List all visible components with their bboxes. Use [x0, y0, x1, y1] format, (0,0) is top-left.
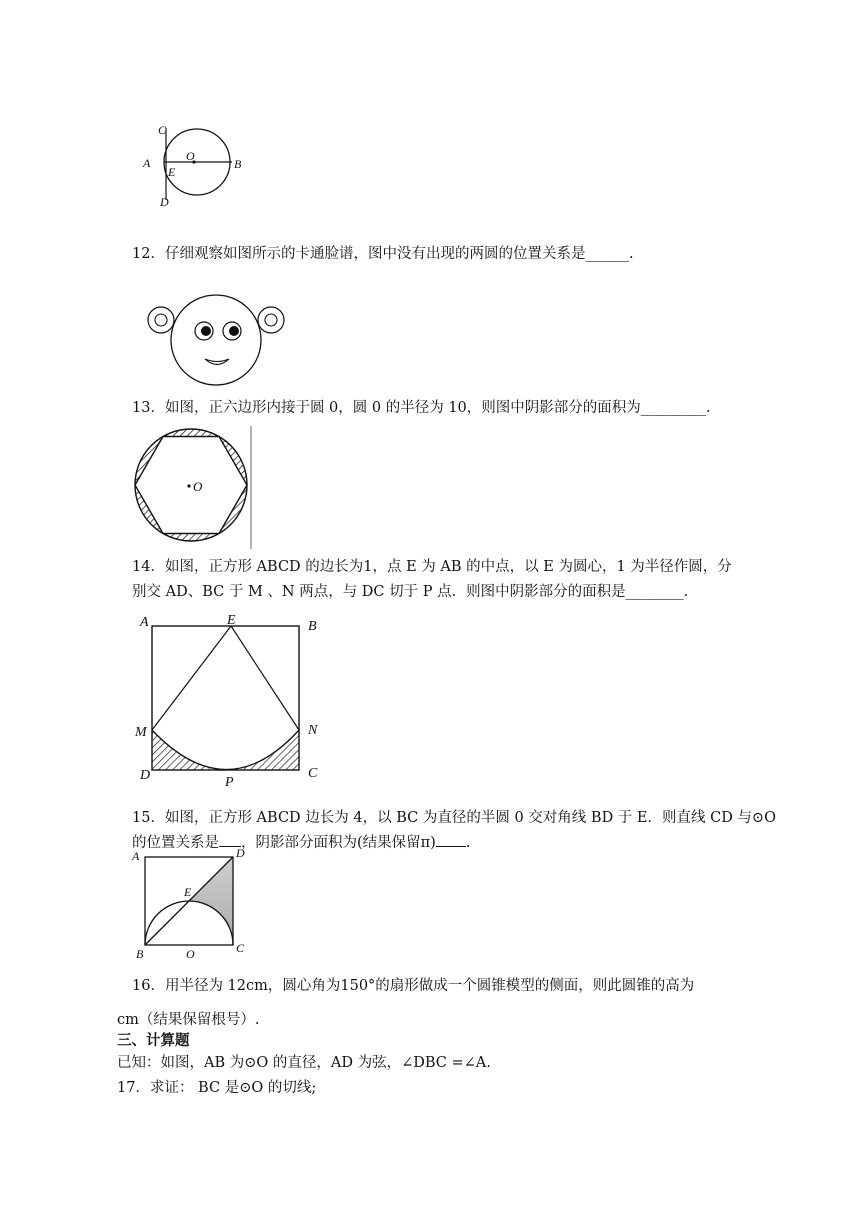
fig11-label-o: O — [186, 149, 195, 163]
fig-q14-square-sector-diagram — [132, 612, 332, 790]
q15-blank-area — [436, 832, 466, 847]
fig11-label-c: C — [158, 123, 167, 137]
fig13-label-o: O — [193, 479, 203, 494]
fig-q13-hexagon-diagram — [130, 422, 260, 550]
q15-text-part-c: . — [465, 835, 471, 851]
question-14-line-2: 别交 AD、BC 于 M 、N 两点，与 DC 切于 P 点．则图中阴影部分的面积是________. — [132, 584, 689, 600]
fig15-label-d: D — [236, 848, 245, 860]
q15-text-part-a: 的位置关系是 — [132, 835, 219, 851]
fig14-label-b: B — [308, 619, 317, 634]
fig15-label-b: B — [136, 947, 144, 961]
fig15-label-e: E — [184, 885, 192, 899]
question-17: 17．求证： BC 是⊙O 的切线; — [117, 1080, 317, 1096]
fig-q11-circle-diagram — [140, 120, 250, 210]
question-14-line-1: 14．如图，正方形 ABCD 的边长为1，点 E 为 AB 的中点，以 E 为圆心，1 为半径作圆，分 — [132, 559, 732, 575]
fig15-label-o: O — [186, 947, 195, 961]
fig14-label-e: E — [227, 613, 236, 628]
fig15-label-a: A — [132, 849, 140, 863]
question-15-line-1: 15．如图，正方形 ABCD 边长为 4，以 BC 为直径的半圆 0 交对角线 BD 于 E．则直线 CD 与⊙O — [132, 810, 776, 826]
question-16-line-1: 16．用半径为 12cm，圆心角为150°的扇形做成一个圆锥模型的侧面，则此圆锥的高为 — [132, 978, 695, 994]
question-13: 13．如图，正六边形内接于圆 0，圆 0 的半径为 10，则图中阴影部分的面积为_________. — [132, 400, 711, 416]
q15-blank-relation — [219, 832, 241, 847]
fig11-label-d: D — [160, 195, 169, 209]
q15-text-part-b: ，阴影部分面积为(结果保留π) — [241, 835, 436, 851]
fig-q15-square-semicircle-diagram — [130, 848, 255, 963]
given-statement: 已知：如图，AB 为⊙O 的直径，AD 为弦，∠DBC =∠A. — [117, 1055, 491, 1071]
section-3-title: 三、计算题 — [117, 1032, 190, 1049]
fig14-label-d: D — [140, 768, 151, 783]
fig14-label-c: C — [308, 766, 318, 781]
fig14-label-p: P — [225, 775, 234, 790]
fig14-label-n: N — [308, 723, 318, 738]
fig11-label-a: A — [143, 156, 151, 170]
fig14-label-m: M — [135, 725, 147, 740]
fig11-label-e: E — [168, 165, 176, 179]
fig-q12-cartoon-face — [145, 290, 290, 390]
question-16-line-2: cm（结果保留根号）. — [117, 1012, 260, 1028]
fig15-label-c: C — [236, 941, 245, 955]
fig14-label-a: A — [140, 615, 149, 630]
fig11-label-b: B — [234, 157, 242, 171]
question-12: 12．仔细观察如图所示的卡通脸谱，图中没有出现的两圆的位置关系是______. — [132, 246, 634, 262]
